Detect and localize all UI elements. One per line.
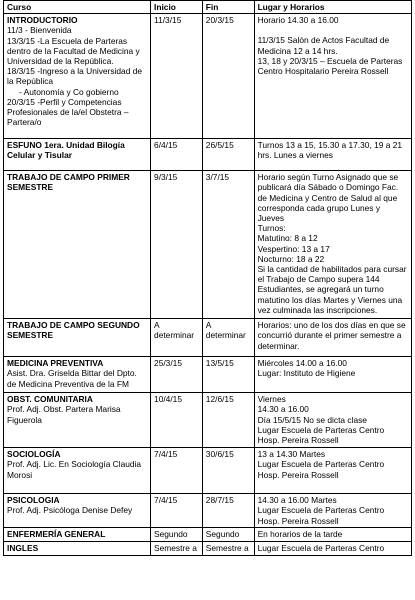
course-desc-line: - Autonomía y Co gobierno bbox=[19, 86, 119, 97]
course-title: PSICOLOGIA bbox=[7, 495, 60, 506]
course-desc-line: 18/3/15 -Ingreso a la Universidad de la República bbox=[7, 66, 143, 87]
course-inicio: 6/4/15 bbox=[151, 139, 203, 171]
location-line: 13, 18 y 20/3/15 – Escuela de Parteras Centro Hospitalario Pereira Rossell bbox=[257, 55, 403, 77]
course-title: INTRODUCTORIO bbox=[7, 15, 78, 26]
location-line: Día 15/5/15 No se dicta clase bbox=[257, 414, 367, 425]
course-desc-line: 13/3/15 -La Escuela de Parteras dentro de la Facultad de Medicina y Universidad de la República. bbox=[7, 35, 140, 67]
course-fin: 13/5/15 bbox=[202, 357, 254, 393]
course-inicio: 25/3/15 bbox=[151, 357, 203, 393]
table-row bbox=[4, 542, 412, 556]
location-line: Horario 14.30 a 16.00 bbox=[257, 15, 339, 26]
course-fin: A determinar bbox=[202, 319, 254, 357]
course-cell bbox=[4, 528, 151, 542]
location-line: Lugar Escuela de Parteras Centro Hosp. Pereira Rossell bbox=[257, 505, 385, 526]
course-title: TRABAJO DE CAMPO PRIMER SEMESTRE bbox=[7, 172, 130, 193]
course-cell bbox=[4, 494, 151, 528]
course-cell bbox=[4, 357, 151, 393]
course-cell bbox=[4, 319, 151, 357]
table-row bbox=[4, 393, 412, 448]
course-inicio: Segundo bbox=[151, 528, 203, 542]
course-inicio: 11/3/15 bbox=[151, 14, 203, 139]
course-desc-line: 20/3/15 -Perfil y Competencias Profesionales de la/el Obstetra – Partera/o bbox=[7, 96, 129, 128]
location-line: Horarios: uno de los dos días en que se concurrió durante el primer semestre a determinar. bbox=[257, 320, 406, 351]
table-row bbox=[4, 494, 412, 528]
location-line: Lugar Escuela de Parteras Centro Hosp. Pereira Rossell bbox=[257, 459, 385, 480]
location-line: Viernes bbox=[257, 394, 286, 405]
location-line: Nocturno: 18 a 22 bbox=[257, 253, 325, 264]
location-line: Lugar Escuela de Parteras Centro bbox=[257, 543, 385, 554]
course-desc-line: Prof. Adj. Psicóloga Denise Defey bbox=[7, 505, 133, 516]
location-cell bbox=[254, 528, 411, 542]
table-row bbox=[4, 171, 412, 319]
location-line: Lugar Escuela de Parteras Centro Hosp. Pereira Rossell bbox=[257, 424, 385, 446]
course-fin: 3/7/15 bbox=[202, 171, 254, 319]
location-line: Lugar: Instituto de Higiene bbox=[257, 368, 356, 379]
course-cell bbox=[4, 139, 151, 171]
course-cell bbox=[4, 14, 151, 139]
course-inicio: 9/3/15 bbox=[151, 171, 203, 319]
table-row bbox=[4, 319, 412, 357]
course-fin: 30/6/15 bbox=[202, 448, 254, 494]
course-title: SOCIOLOGÍA bbox=[7, 449, 61, 460]
course-desc-line: Prof. Adj. Lic. En Sociología Claudia Morosi bbox=[7, 459, 142, 480]
table-row bbox=[4, 14, 412, 139]
header-curso: Curso bbox=[4, 1, 151, 14]
course-title: TRABAJO DE CAMPO SEGUNDO SEMESTRE bbox=[7, 320, 140, 341]
location-cell bbox=[254, 448, 411, 494]
location-line: Vespertino: 13 a 17 bbox=[257, 243, 330, 254]
location-line: Si la cantidad de habilitados para cursar el Trabajo de Campo supera 144 Estudiantes, se agregará un turno matutino los días Martes y Viernes una vez culminada las inscripciones. bbox=[257, 264, 407, 315]
location-cell bbox=[254, 14, 411, 139]
location-line: Horario según Turno Asignado que se publicará día Sábado o Domingo Fac. de Medicina y Centro de Salud al que corresponda cada grupo Lunes y Jueves bbox=[257, 172, 399, 224]
location-line: 13 a 14.30 Martes bbox=[257, 449, 326, 460]
course-fin: Semestre a bbox=[202, 542, 254, 556]
course-title: OBST. COMUNITARIA bbox=[7, 394, 93, 405]
table-row bbox=[4, 139, 412, 171]
course-desc-line: Prof. Adj. Obst. Partera Marisa Figuerola bbox=[7, 404, 121, 425]
course-title: ENFERMERÍA GENERAL bbox=[7, 529, 106, 540]
course-fin: 26/5/15 bbox=[202, 139, 254, 171]
location-line: Miércoles 14.00 a 16.00 bbox=[257, 358, 347, 369]
location-cell bbox=[254, 171, 411, 319]
location-line bbox=[258, 25, 408, 35]
location-line: 14.30 a 16.00 Martes bbox=[257, 495, 337, 506]
course-title: INGLES bbox=[7, 543, 39, 554]
location-line: Matutino: 8 a 12 bbox=[257, 233, 318, 244]
course-inicio: 10/4/15 bbox=[151, 393, 203, 448]
course-fin: 28/7/15 bbox=[202, 494, 254, 528]
location-line: En horarios de la tarde bbox=[257, 529, 343, 540]
course-desc-line: 11/3 - Bienvenida bbox=[7, 25, 72, 36]
course-inicio: 7/4/15 bbox=[151, 448, 203, 494]
course-cell bbox=[4, 448, 151, 494]
location-cell bbox=[254, 139, 411, 171]
course-inicio: 7/4/15 bbox=[151, 494, 203, 528]
location-cell bbox=[254, 494, 411, 528]
location-cell bbox=[254, 393, 411, 448]
schedule-table bbox=[3, 0, 412, 556]
course-fin: 20/3/15 bbox=[202, 14, 254, 139]
location-line: 14.30 a 16.00 bbox=[257, 404, 309, 415]
table-row bbox=[4, 528, 412, 542]
course-desc-line: Asist. Dra. Griselda Bittar del Dpto. de Medicina Preventiva de la FM bbox=[7, 368, 137, 389]
location-line: 11/3/15 Salón de Actos Facultad de Medicina 12 a 14 hrs. bbox=[257, 35, 390, 56]
course-inicio: A determinar bbox=[151, 319, 203, 357]
location-line: Turnos 13 a 15, 15.30 a 17.30, 19 a 21 hrs. Lunes a viernes bbox=[257, 140, 403, 161]
location-cell bbox=[254, 319, 411, 357]
location-line: Turnos: bbox=[257, 223, 286, 234]
course-title: MEDICINA PREVENTIVA bbox=[7, 358, 104, 369]
table-row bbox=[4, 357, 412, 393]
course-cell bbox=[4, 171, 151, 319]
table-row bbox=[4, 448, 412, 494]
course-inicio: Semestre a bbox=[151, 542, 203, 556]
course-fin: 12/6/15 bbox=[202, 393, 254, 448]
location-cell bbox=[254, 542, 411, 556]
header-fin: Fin bbox=[202, 1, 254, 14]
course-cell bbox=[4, 542, 151, 556]
course-title: ESFUNO 1era. Unidad Bilogía Celular y Tisular bbox=[7, 140, 125, 161]
header-row bbox=[4, 1, 412, 14]
course-fin: Segundo bbox=[202, 528, 254, 542]
header-inicio: Inicio bbox=[151, 1, 203, 14]
location-cell bbox=[254, 357, 411, 393]
header-lugar: Lugar y Horarios bbox=[254, 1, 411, 14]
course-cell bbox=[4, 393, 151, 448]
